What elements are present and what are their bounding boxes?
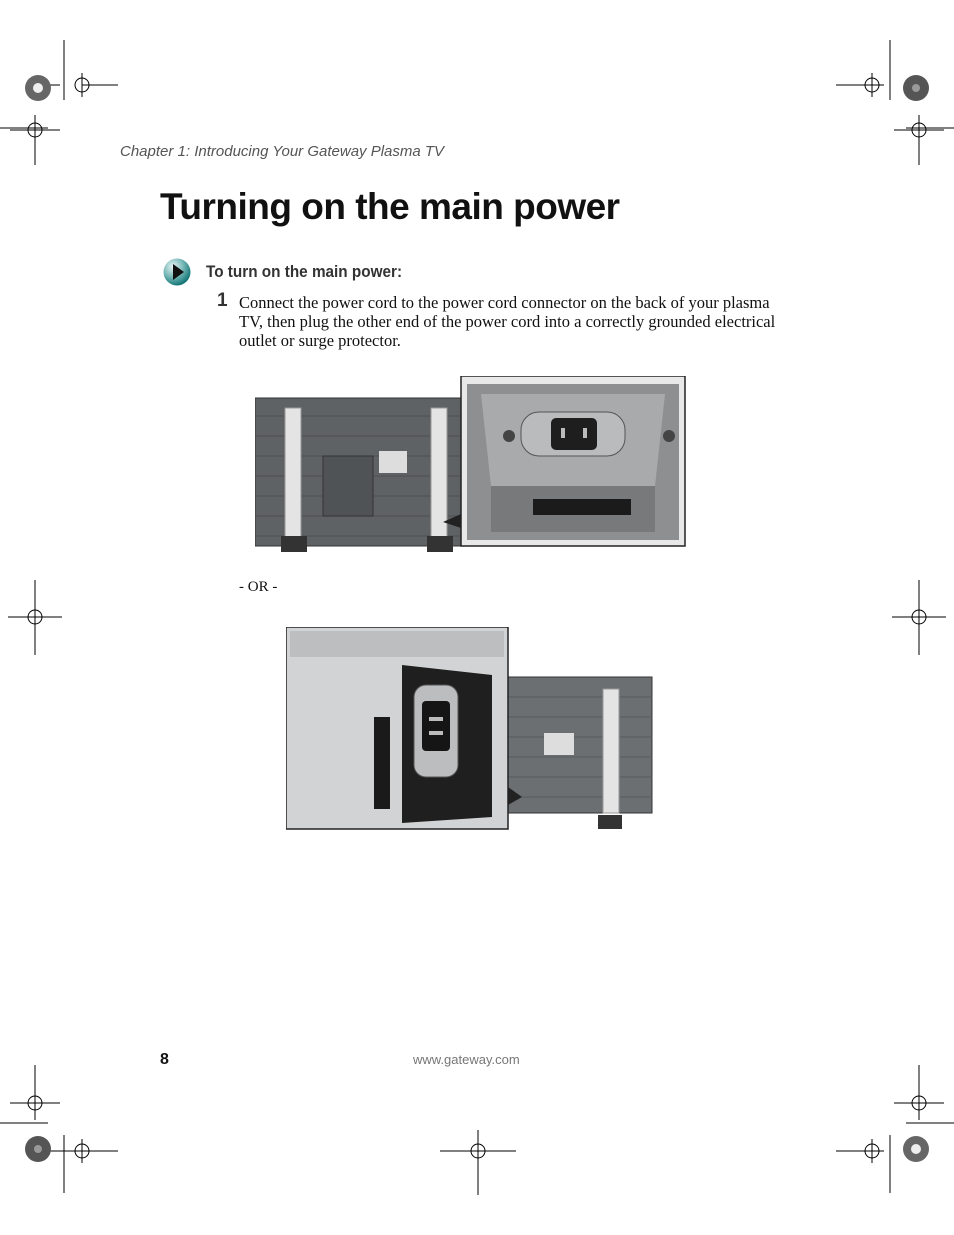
figure-tv-back-power-connector (255, 376, 687, 556)
page-number: 8 (160, 1051, 169, 1068)
page-title: Turning on the main power (160, 186, 620, 227)
registration-mark-top-left (0, 40, 130, 170)
registration-mark-bottom-right (824, 1065, 954, 1195)
step-number: 1 (217, 290, 228, 311)
procedure-heading: To turn on the main power: (206, 262, 403, 281)
or-separator: - OR - (239, 579, 278, 595)
registration-mark-bottom-left (0, 1065, 130, 1195)
footer-url: www.gateway.com (413, 1052, 520, 1067)
step-text: Connect the power cord to the power cord connector on the back of your plasma TV, then plug the other end of the power cord into a correctly grounded electrical outlet or surge protector. (239, 293, 776, 350)
arrow-right-icon (163, 258, 191, 286)
registration-mark-mid-right (884, 580, 954, 655)
registration-mark-top-right (824, 40, 954, 170)
chapter-header: Chapter 1: Introducing Your Gateway Plasma TV (120, 143, 445, 160)
registration-mark-mid-left (0, 580, 70, 655)
registration-mark-bottom-center (438, 1130, 518, 1195)
figure-tv-side-power-connector (286, 627, 654, 833)
